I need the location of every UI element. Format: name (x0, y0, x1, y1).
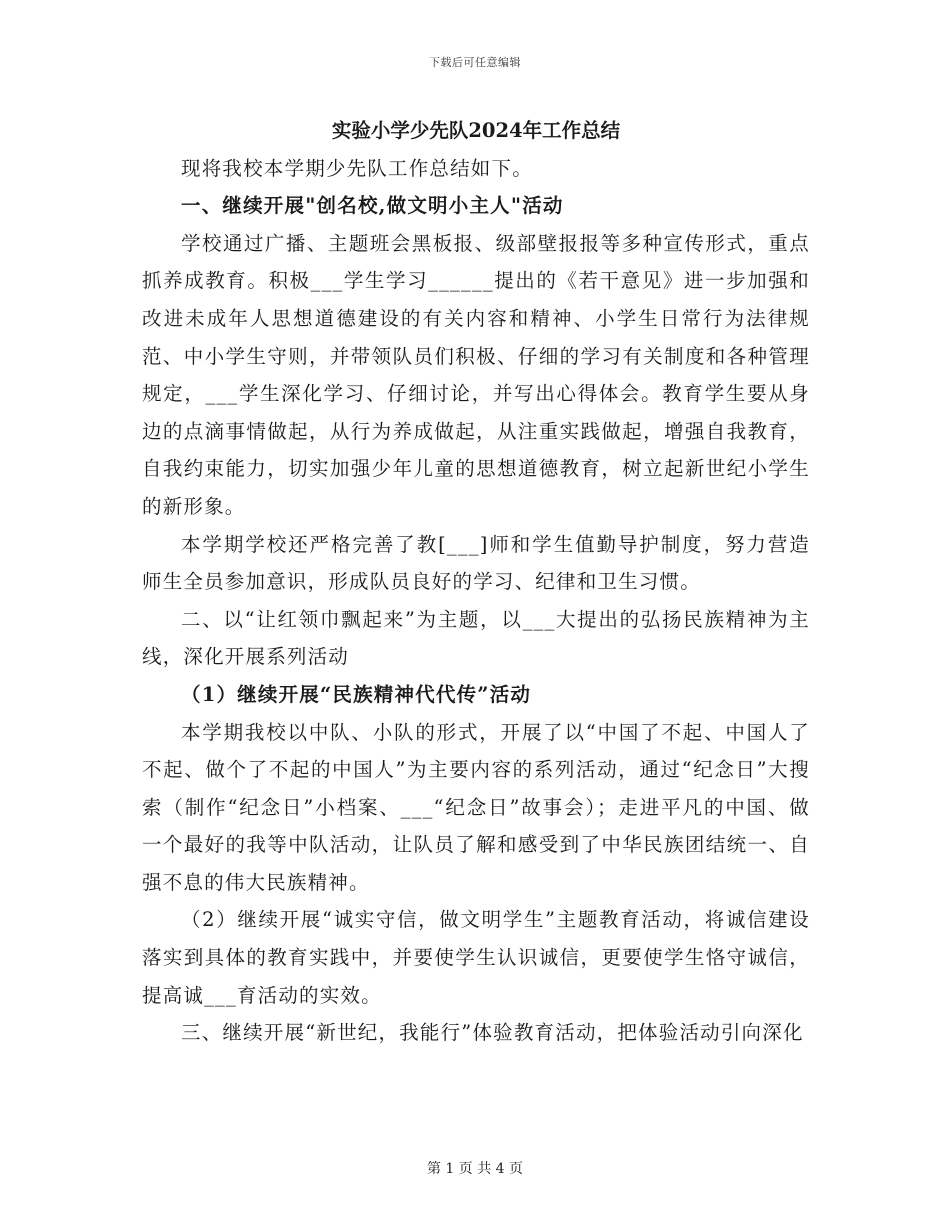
section-heading-3: 三、继续开展“新世纪，我能行”体验教育活动，把体验活动引向深化 (181, 1021, 804, 1045)
subsection-heading-1: （1）继续开展“民族精神代代传”活动 (181, 682, 532, 706)
intro-paragraph: 现将我校本学期少先队工作总结如下。 (181, 156, 533, 180)
document-title: 实验小学少先队2024年工作总结 (331, 119, 621, 142)
body-paragraph: 本学期学校还严格完善了教[___]师和学生值勤导护制度，努力营造师生全员参加意识，形成队员良好的学习、纪律和卫生习惯。 (142, 532, 810, 594)
header-note: 下载后可任意编辑 (429, 56, 521, 69)
section-heading-1: 一、继续开展"创名校,做文明小主人"活动 (181, 194, 564, 218)
section-heading-2: 二、以“让红领巾飘起来”为主题，以___大提出的弘扬民族精神为主线，深化开展系列活动 (142, 607, 810, 669)
body-paragraph: 本学期我校以中队、小队的形式，开展了以“中国了不起、中国人了不起、做个了不起的中国人”为主要内容的系列活动，通过“纪念日”大搜索（制作“纪念日”小档案、___“纪念日”故事会）；走进平凡的中国、做一个最好的我等中队活动，让队员了解和感受到了中华民族团结统一、自强不息的伟大民族精神。 (142, 720, 810, 894)
body-paragraph: （2）继续开展“诚实守信，做文明学生”主题教育活动，将诚信建设落实到具体的教育实践中，并要使学生认识诚信，更要使学生恪守诚信，提高诚___育活动的实效。 (142, 908, 810, 1007)
document-body (142, 112, 810, 1052)
body-paragraph: 学校通过广播、主题班会黑板报、级部壁报报等多种宣传形式，重点抓养成教育。积极___学生学习______提出的《若干意见》进一步加强和改进未成年人思想道德建设的有关内容和精神、小学生日常行为法律规范、中小学生守则，并带领队员们积极、仔细的学习有关制度和各种管理规定，___学生深化学习、仔细讨论，并写出心得体会。教育学生要从身边的点滴事情做起，从行为养成做起，从注重实践做起，增强自我教育，自我约束能力，切实加强少年儿童的思想道德教育，树立起新世纪小学生的新形象。 (142, 231, 810, 518)
page-footer: 第 1 页 共 4 页 (426, 1161, 524, 1177)
